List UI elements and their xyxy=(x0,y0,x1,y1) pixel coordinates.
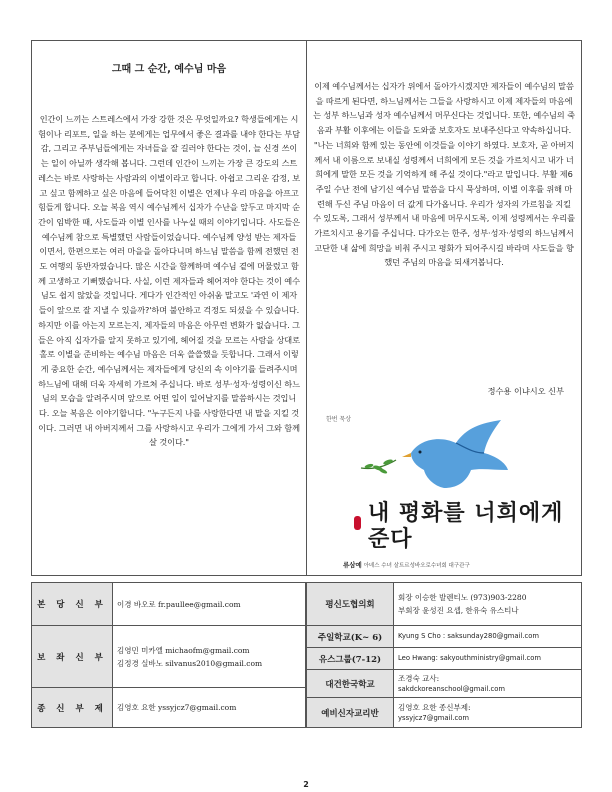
directory-value: 이경 바오로 fr.paullee@gmail.com xyxy=(113,583,306,626)
article-paragraph: "나는 너희와 함께 있는 동안에 이것들을 이야기 하였다. 보호자, 곧 아버지께서 내 이름으로 보내실 성령께서 너희에게 모든 것을 가르치시고 내가 너희에게 말한 모든 것을 기억하게 해 주실 것이다."라고 말입니다. 부활 제6주일 수난 전에 남기신 예수님 말씀을 다시 묵상하며, 이별 이후를 위해 마련해 두신 주님 마음이 더 값게 다가옵니다. 우리가 성자의 가르침을 지킬 수 있도록, 그래서 성부께서 내 마음에 머무시도록, 이제 성령께서는 우리를 가르치시고 용기를 주십니다. 다가오는 한주, 성부·성자·성령의 하느님께서 고단한 내 삶에 희망을 비춰 주시고 평화가 되어주시길 바라며 사도들을 향했던 주님의 마음을 되새겨봅니다. xyxy=(313,139,575,268)
directory-row xyxy=(307,670,582,698)
directory-label: 종 신 부 제 xyxy=(32,688,113,728)
directory-label: 유스그룹(7-12) xyxy=(307,648,394,670)
directory-row xyxy=(307,583,582,626)
directory-row xyxy=(307,648,582,670)
directory-value: 김영호 요한 종신부제: yssyjcz7@gmail.com xyxy=(394,698,582,728)
directory-value: 회장 이승한 발렌티노 (973)903-2280 부회장 윤성진 요셉, 한유숙 유스티나 xyxy=(394,583,582,626)
directory-row xyxy=(32,688,306,728)
directory-row xyxy=(32,626,306,688)
directory-row xyxy=(307,698,582,728)
author-signature: 정수용 이냐시오 신부 xyxy=(487,386,564,396)
directory-label: 주일학교(K~ 6) xyxy=(307,626,394,648)
directory-value: Leo Hwang: sakyouthministry@gmail.com xyxy=(394,648,582,670)
article-left-column xyxy=(38,112,300,450)
calligraphy-text: 내 평화를 너희에게 준다 xyxy=(368,500,564,552)
calligraphy-artwork xyxy=(316,408,578,576)
artwork-caption: 한번 묵상 xyxy=(326,416,352,423)
directory-label: 예비신자교리반 xyxy=(307,698,394,728)
column-divider xyxy=(306,40,307,576)
directory-value: 조경숙 교사: sakdckoreanschool@gmail.com xyxy=(394,670,582,698)
clergy-directory xyxy=(31,582,306,728)
directory-row xyxy=(307,626,582,648)
directory-label: 보 좌 신 부 xyxy=(32,626,113,688)
directory-value: 김영민 미카엘 michaofm@gmail.com 김정경 실바노 silvanus2010@gmail.com xyxy=(113,626,306,688)
article-paragraph: 인간이 느끼는 스트레스에서 가장 강한 것은 무엇일까요? 학생들에게는 시험이나 리포트, 일을 하는 분에게는 업무에서 좋은 결과를 내야 한다는 부담감, 그리고 주부님들에게는 자녀들을 잘 길러야 한다는 것이, 늘 신경 쓰이는 일이 아닐까 생각해 봅니다. 그런데 인간이 느끼는 가장 큰 강도의 스트레스는 바로 사랑하는 사람과의 이별이라고 합니다. 아쉽고 그리운 감정, 보고 싶고 함께하고 싶은 마음에 들어닥친 이별은 언제나 우리 마음을 아프고 힘들게 합니다. 오늘 복음 역시 예수님께서 십자가 수난을 앞두고 마지막 순간이 임박한 때, 사도들과 이별 인사를 나누실 때의 이야기입니다. 사도들은 예수님께 참으로 특별했던 사람들이었습니다. 예수님께 양성 받는 제자들이면서, 한편으로는 여러 마을을 돌아다니며 하느님 말씀을 함께 전했던 전도 여행의 동반자였습니다. 많은 시간을 함께하며 예수님 곁에 머물렀고 함께 고생하고 기뻐했습니다. 사실, 이런 제자들과 헤어져야 한다는 것이 예수님도 쉽지 않았을 것입니다. 게다가 인간적인 아쉬움 말고도 '과연 이 제자들이 앞으로 잘 지낼 수 있을까?'하며 불안하고 걱정도 되셨을 수 있습니다. 하지만 이를 아는지 모르는지, 제자들의 마음은 아무런 변화가 없습니다. 그들은 아직 십자가를 알지 못하고 있기에, 헤어질 것을 모르는 사람을 상대로 홀로 이별을 준비하는 예수님 마음은 더욱 쓸쓸했을 듯합니다. 그래서 이렇게 중요한 순간, 예수님께서는 제자들에게 당신의 속 이야기를 들려주시며 하느님에 대해 더욱 자세히 가르쳐 주십니다. 바로 성부·성자·성령이신 하느님의 모습을 알려주시며 앞으로 어떤 일이 일어날지를 말씀하시는 것입니다. 오늘 복음은 이야기합니다. "누구든지 나를 사랑한다면 내 말을 지킬 것이다. 그러면 내 아버지께서 그를 사랑하시고 우리가 그에게 가서 그와 함께 살 것이다." xyxy=(38,114,300,448)
article-title: 그때 그 순간, 예수님 마음 xyxy=(111,64,227,75)
directory-value: 김영호 요한 yssyjcz7@gmail.com xyxy=(113,688,306,728)
directory-label: 본 당 신 부 xyxy=(32,583,113,626)
directory-value: Kyung S Cho : saksunday280@gmail.com xyxy=(394,626,582,648)
article-right-column xyxy=(312,79,576,270)
ministry-directory xyxy=(306,582,582,728)
directory-row xyxy=(32,583,306,626)
page-number: 2 xyxy=(303,780,309,789)
artist-credit: 류삼예 아녜스 수녀 살트르성바오로수녀회 대구관구 xyxy=(343,561,470,569)
directory-label: 대건한국학교 xyxy=(307,670,394,698)
article-paragraph: 이제 예수님께서는 십자가 위에서 돌아가시겠지만 제자들이 예수님의 말씀을 따르게 된다면, 하느님께서는 그들을 사랑하시고 이제 제자들의 마음에는 성부 하느님과 성자 예수님께서 머무신다는 것입니다. 또한, 예수님의 죽음과 부활 이후에는 이들을 도와줄 보호자도 보내주신다고 약속하십니다. xyxy=(313,81,575,136)
directory-label: 평신도협의회 xyxy=(307,583,394,626)
